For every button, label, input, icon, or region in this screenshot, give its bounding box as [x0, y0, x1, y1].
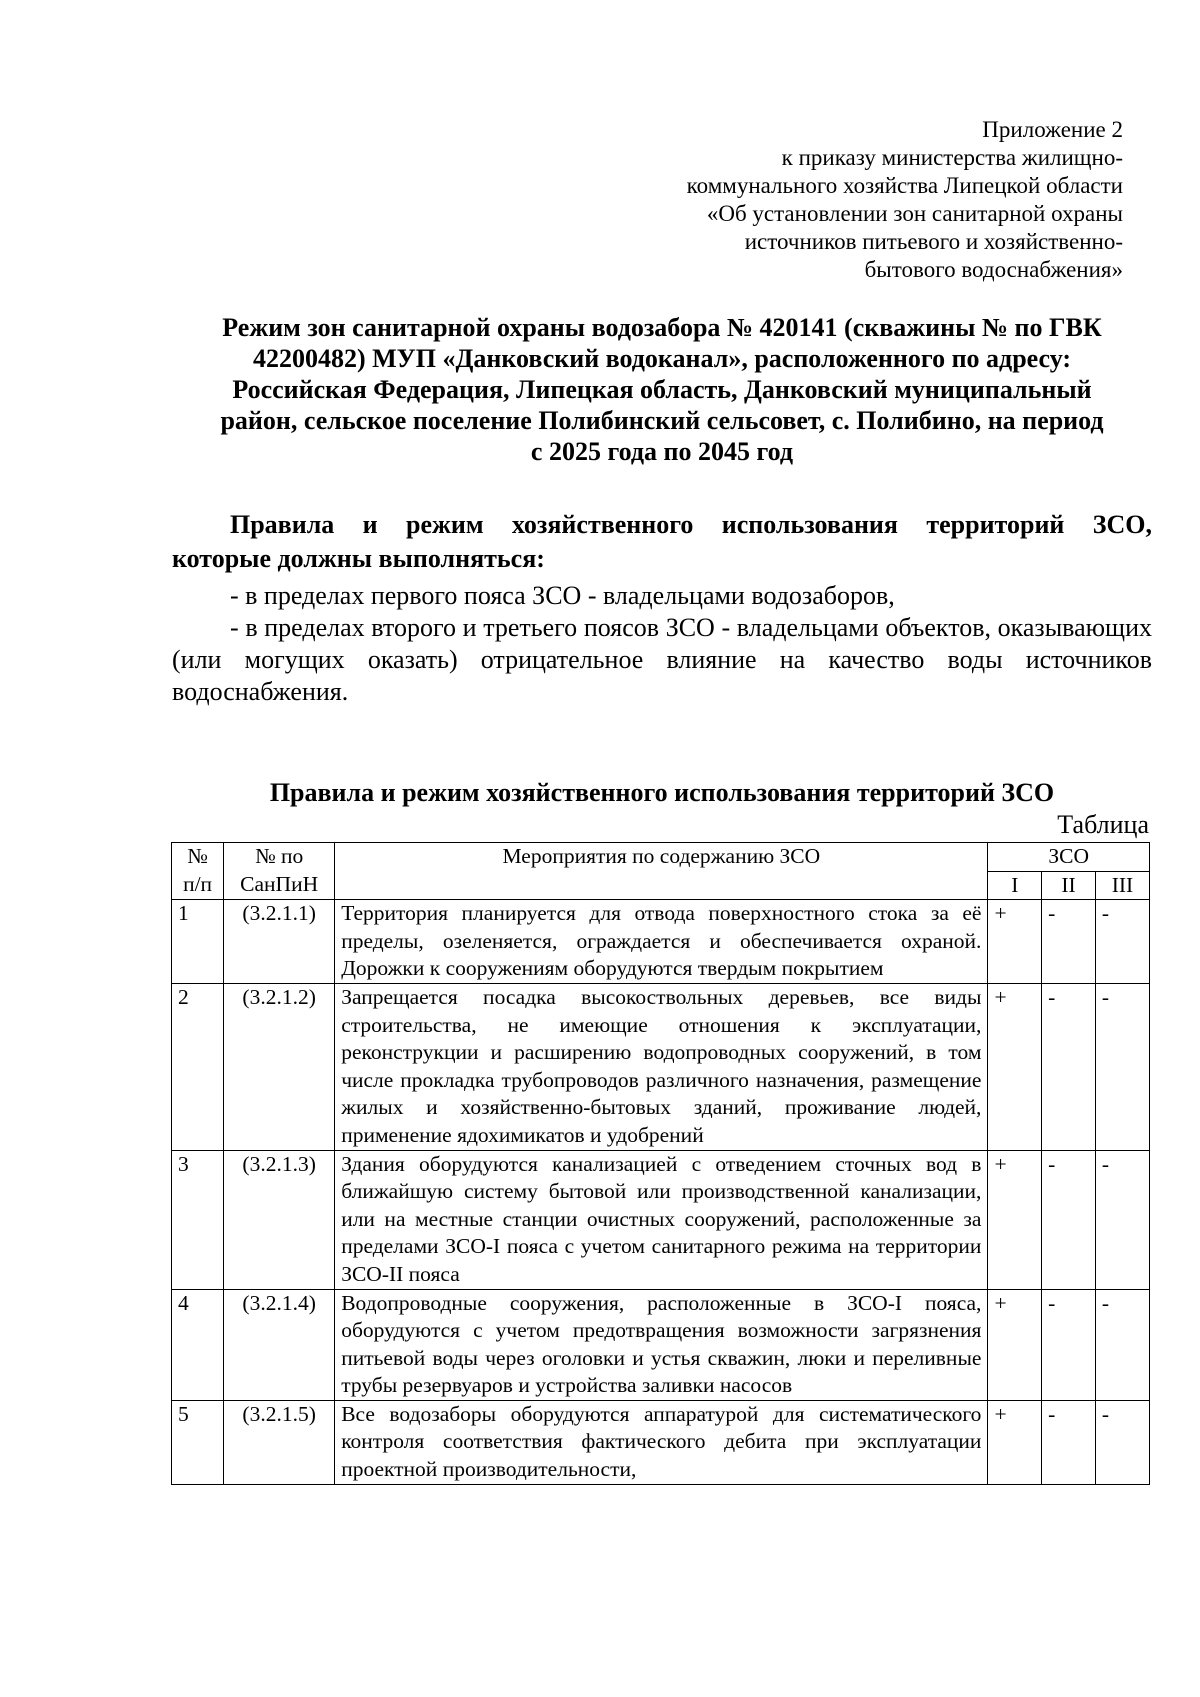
row-num: 1: [172, 900, 224, 984]
appendix-line: коммунального хозяйства Липецкой области: [686, 173, 1123, 198]
row-text: Все водозаборы оборудуются аппаратурой для систематического контроля соответствия фактического дебита при эксплуатации проектной производительности,: [335, 1400, 988, 1484]
title-line: с 2025 года по 2045 год: [530, 437, 794, 466]
appendix-line: Приложение 2: [982, 117, 1123, 142]
row-zso-i: +: [988, 900, 1042, 984]
table-row: [172, 1400, 1150, 1484]
title-line: Режим зон санитарной охраны водозабора № 420141 (скважины № по ГВК: [222, 313, 1102, 342]
zso-rules-table: [171, 842, 1150, 1485]
row-zso-ii: -: [1042, 900, 1096, 984]
rules-item: - в пределах первого пояса ЗСО - владельцами водозаборов,: [230, 581, 895, 610]
row-zso-ii: -: [1042, 983, 1096, 1150]
row-zso-iii: -: [1095, 900, 1149, 984]
header-zso-iii: III: [1095, 871, 1149, 900]
appendix-line: к приказу министерства жилищно-: [781, 145, 1123, 170]
header-zso-i: I: [988, 871, 1042, 900]
table-caption: Таблица: [1057, 810, 1149, 839]
header-zso: ЗСО: [988, 843, 1150, 872]
rules-heading: [172, 508, 1152, 576]
row-num: 5: [172, 1400, 224, 1484]
table-row: [172, 1289, 1150, 1400]
row-num: 2: [172, 983, 224, 1150]
row-zso-i: +: [988, 983, 1042, 1150]
rules-list: [172, 580, 1152, 708]
row-zso-ii: -: [1042, 1150, 1096, 1289]
row-text: Здания оборудуются канализацией с отведением сточных вод в ближайшую систему бытовой или производственной канализации, или на местные станции очистных сооружений, расположенные за пределами ЗСО-I пояса с учетом санитарного режима на территории ЗСО-II пояса: [335, 1150, 988, 1289]
appendix-line: «Об установлении зон санитарной охраны: [706, 201, 1123, 226]
header-measures: Мероприятия по содержанию ЗСО: [335, 843, 988, 900]
title-line: район, сельское поселение Полибинский сельсовет, с. Полибино, на период: [220, 406, 1104, 435]
row-zso-iii: -: [1095, 983, 1149, 1150]
header-num: № п/п: [172, 843, 224, 900]
row-text: Запрещается посадка высокоствольных деревьев, все виды строительства, не имеющие отношения к эксплуатации, реконструкции и расширению водопроводных сооружений, в том числе прокладка трубопроводов различного назначения, размещение жилых и хозяйственно-бытовых зданий, проживание людей, применение ядохимикатов и удобрений: [335, 983, 988, 1150]
appendix-line: бытового водоснабжения»: [864, 257, 1123, 282]
document-title: [172, 312, 1152, 467]
row-zso-ii: -: [1042, 1289, 1096, 1400]
table-row: [172, 1150, 1150, 1289]
row-zso-ii: -: [1042, 1400, 1096, 1484]
table-heading: Правила и режим хозяйственного использования территорий ЗСО: [269, 778, 1055, 807]
title-line: Российская Федерация, Липецкая область, Данковский муниципальный: [232, 375, 1092, 404]
rules-heading-line: которые должны выполняться:: [172, 544, 545, 573]
header-sanpin: № по СанПиН: [224, 843, 335, 900]
row-zso-i: +: [988, 1400, 1042, 1484]
row-zso-i: +: [988, 1150, 1042, 1289]
appendix-line: источников питьевого и хозяйственно-: [744, 229, 1123, 254]
row-sanpin: (3.2.1.1): [224, 900, 335, 984]
appendix-header: [523, 116, 1123, 284]
title-line: 42200482) МУП «Данковский водоканал», расположенного по адресу:: [252, 344, 1072, 373]
row-sanpin: (3.2.1.4): [224, 1289, 335, 1400]
row-zso-i: +: [988, 1289, 1042, 1400]
row-text: Территория планируется для отвода поверхностного стока за её пределы, озеленяется, ограждается и обеспечивается охраной. Дорожки к сооружениям оборудуются твердым покрытием: [335, 900, 988, 984]
row-sanpin: (3.2.1.2): [224, 983, 335, 1150]
row-zso-iii: -: [1095, 1150, 1149, 1289]
rules-heading-line: Правила и режим хозяйственного использования территорий ЗСО,: [230, 510, 1152, 539]
row-zso-iii: -: [1095, 1289, 1149, 1400]
table-header-row: [172, 843, 1150, 872]
row-num: 3: [172, 1150, 224, 1289]
row-zso-iii: -: [1095, 1400, 1149, 1484]
rules-item: - в пределах второго и третьего поясов ЗСО - владельцами объектов, оказывающих (или могущих оказать) отрицательное влияние на качество воды источников водоснабжения.: [172, 613, 1152, 706]
row-sanpin: (3.2.1.3): [224, 1150, 335, 1289]
row-text: Водопроводные сооружения, расположенные в ЗСО-I пояса, оборудуются с учетом предотвращения возможности загрязнения питьевой воды через оголовки и устья скважин, люки и переливные трубы резервуаров и устройства заливки насосов: [335, 1289, 988, 1400]
header-zso-ii: II: [1042, 871, 1096, 900]
row-sanpin: (3.2.1.5): [224, 1400, 335, 1484]
table-row: [172, 900, 1150, 984]
row-num: 4: [172, 1289, 224, 1400]
table-row: [172, 983, 1150, 1150]
